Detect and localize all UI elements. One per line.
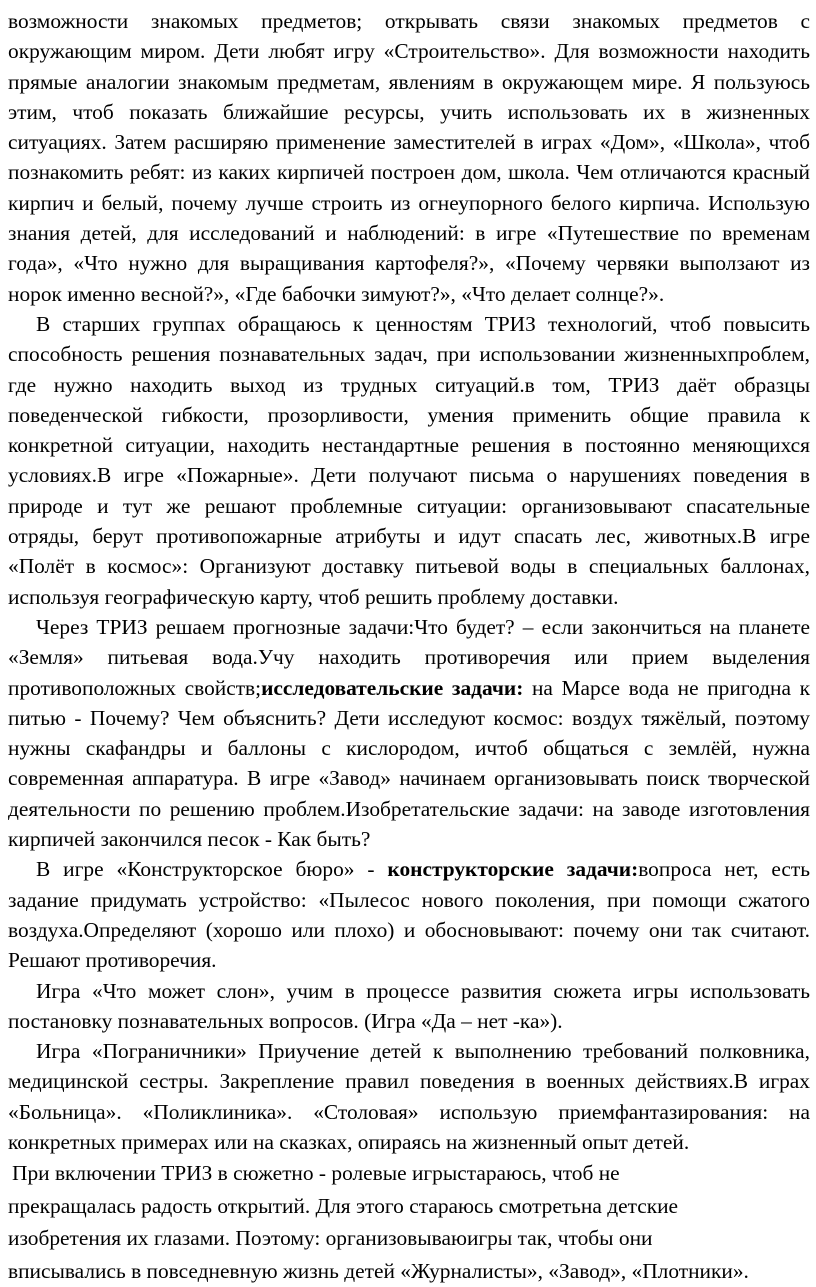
final-line-4: вписывались в повседневную жизнь детей «Журналисты», «Завод», «Плотники». <box>8 1258 749 1283</box>
paragraph-triz-forecasting <box>8 612 810 854</box>
bold-term-design-tasks: конструкторские задачи: <box>387 857 639 882</box>
paragraph-continuation: возможности знакомых предметов; открывать связи знакомых предметов с окружающим миром. Дети любят игру «Строительство». Для возможности находить прямые аналогии знакомым предметам, явлениям в окружающем мире. Я пользуюсь этим, чтоб показать ближайшие ресурсы, учить использовать их в жизненных ситуациях. Затем расширяю применение заместителей в играх «Дом», «Школа», чтоб познакомить ребят: из каких кирпичей построен дом, школа. Чем отличаются красный кирпич и белый, почему лучше строить из огнеупорного белого кирпича. Использую знания детей, для исследований и наблюдений: в игре «Путешествие по временам года», «Что нужно для выращивания картофеля?», «Почему червяки выползают из норок именно весной?», «Где бабочки зимуют?», «Что делает солнце?». <box>8 9 810 306</box>
paragraph-elephant-game: Игра «Что может слон», учим в процессе развития сюжета игры использовать постановку познавательных вопросов. (Игра «Да – нет -ка»). <box>8 978 810 1033</box>
final-line-1: При включении ТРИЗ в сюжетно - ролевые игрыстараюсь, чтоб не <box>12 1161 620 1186</box>
paragraph-text: Через ТРИЗ решаем прогнозные задачи:Что будет? – если закончиться на планете «Земля» питьевая вода.Учу находить противоречия или прием выделения противоположных свойств; <box>8 614 810 700</box>
paragraph-text: на Марсе вода не пригодна к питью - Почему? Чем объяснить? Дети исследуют космос: воздух тяжёлый, поэтому нужны скафандры и баллоны с кислородом, ичтоб общаться с землёй, нужна современная аппаратура. В игре «Завод» начинаем организовывать поиск творческой деятельности по решению проблем.Изобретательские задачи: на заводе изготовления кирпичей закончился песок - Как быть? <box>8 675 810 852</box>
final-line-2: прекращалась радость открытий. Для этого стараюсь смотретьна детские <box>8 1193 679 1218</box>
bold-term-research-tasks: исследовательские задачи: <box>261 675 524 700</box>
paragraph-senior-groups: В старших группах обращаюсь к ценностям ТРИЗ технологий, чтоб повысить способность решения познавательных задач, при использовании жизненныхпроблем, где нужно находить выход из трудных ситуаций.в том, ТРИЗ даёт образцы поведенческой гибкости, прозорливости, умения применить общие правила к конкретной ситуации, находить нестандартные решения в постоянно меняющихся условиях.В игре «Пожарные». Дети получают письма о нарушениях поведения в природе и тут же решают проблемные ситуации: организовывают спасательные отряды, берут противопожарные атрибуты и идут спасать лес, животных.В игре «Полёт в космос»: Организуют доставку питьевой воды в специальных баллонах, используя географическую карту, чтоб решить проблему доставки. <box>8 311 810 609</box>
final-paragraph <box>8 1157 810 1287</box>
paragraph-border-guards: Игра «Пограничники» Приучение детей к выполнению требований полковника, медицинской сестры. Закрепление правил поведения в военных действиях.В играх «Больница». «Поликлиника». «Столовая» использую приемфантазирования: на конкретных примерах или на сказках, опираясь на жизненный опыт детей. <box>8 1039 810 1154</box>
paragraph-design-bureau <box>8 854 810 975</box>
final-line-3: изобретения их глазами. Поэтому: организовываюигры так, чтобы они <box>8 1226 653 1251</box>
paragraph-text: вопроса нет, есть задание придумать устройство: «Пылесос нового поколения, при помощи сжатого воздуха.Определяют (хорошо или плохо) и обосновывают: почему они так считают. Решают противоречия. <box>8 857 810 973</box>
paragraph-text: В игре «Конструкторское бюро» - <box>36 857 388 882</box>
